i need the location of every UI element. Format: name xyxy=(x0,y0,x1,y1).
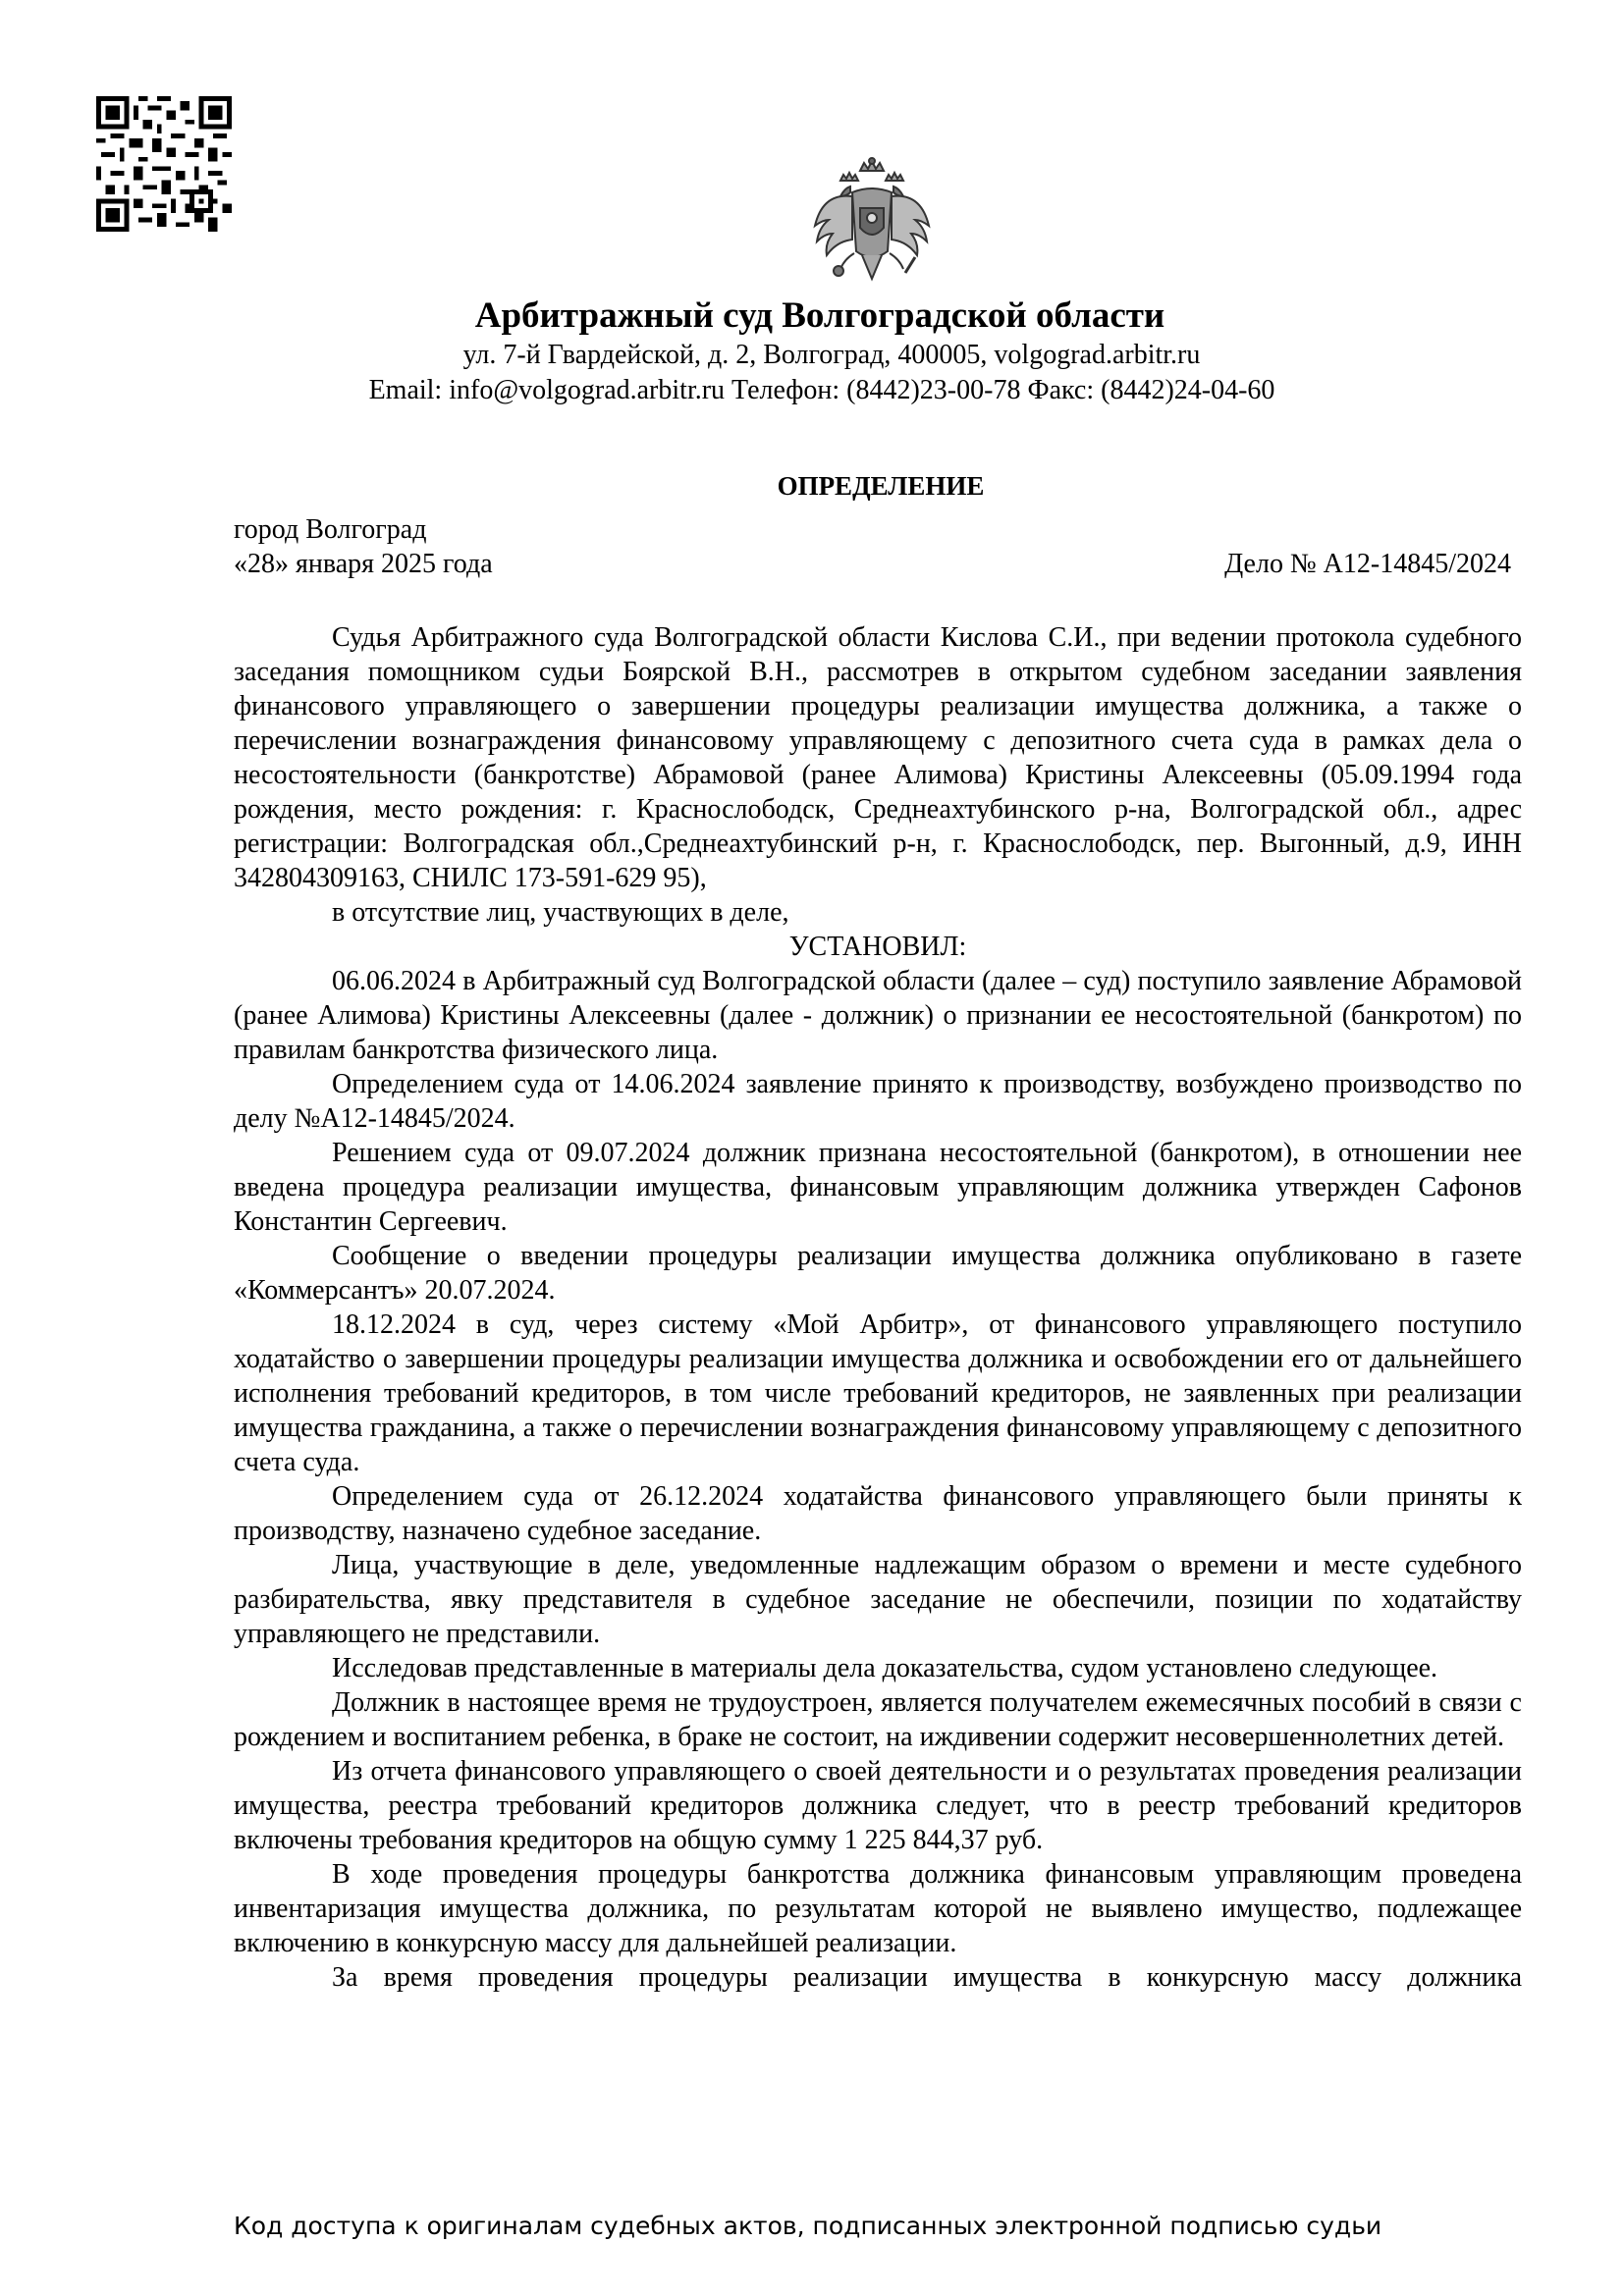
document-date: «28» января 2025 года xyxy=(234,549,493,579)
case-number: Дело № А12-14845/2024 xyxy=(1224,549,1511,579)
document-body xyxy=(234,620,1522,1995)
body-paragraph: Лица, участвующие в деле, уведомленные надлежащим образом о времени и месте судебного разбирательства, явку представителя в судебное заседание не обеспечили, позиции по ходатайству управляющего не представили. xyxy=(234,1550,1522,1649)
court-name: Арбитражный суд Волгоградской области xyxy=(474,295,1165,336)
body-paragraph: Определением суда от 26.12.2024 ходатайства финансового управляющего были приняты к производству, назначено судебное заседание. xyxy=(234,1481,1522,1546)
body-paragraph: Должник в настоящее время не трудоустроен, является получателем ежемесячных пособий в связи с рождением и воспитанием ребенка, в браке не состоит, на иждивении содержит несовершеннолетних детей. xyxy=(234,1687,1522,1752)
access-code-footer: Код доступа к оригиналам судебных актов, подписанных электронной подписью судьи xyxy=(234,2212,1382,2240)
body-paragraph: Из отчета финансового управляющего о своей деятельности и о результатах проведения реализации имущества, реестра требований кредиторов должника следует, что в реестр требований кредиторов включены требования кредиторов на общую сумму 1 225 844,37 руб. xyxy=(234,1756,1522,1855)
established-heading: УСТАНОВИЛ: xyxy=(788,932,967,962)
coat-of-arms-emblem xyxy=(811,157,933,291)
absence-paragraph: в отсутствие лиц, участвующих в деле, xyxy=(332,897,789,928)
document-title: ОПРЕДЕЛЕНИЕ xyxy=(777,471,985,501)
body-paragraph: Исследовав представленные в материалы дела доказательства, судом установлено следующее. xyxy=(332,1653,1438,1683)
body-paragraph: В ходе проведения процедуры банкротства должника финансовым управляющим проведена инвентаризация имущества должника, по результатам которой не выявлено имущество, подлежащее включению в конкурсную массу для дальнейшей реализации. xyxy=(234,1859,1522,1958)
body-paragraph: 06.06.2024 в Арбитражный суд Волгоградской области (далее – суд) поступило заявление Абрамовой (ранее Алимова) Кристины Алексеевны (далее - должник) о признании ее несостоятельной (банкротом) по правилам банкротства физического лица. xyxy=(234,966,1522,1065)
document-city: город Волгоград xyxy=(234,514,427,545)
body-paragraph: Определением суда от 14.06.2024 заявление принято к производству, возбуждено производство по делу №А12-14845/2024. xyxy=(234,1069,1522,1134)
intro-paragraph: Судья Арбитражного суда Волгоградской области Кислова С.И., при ведении протокола судебного заседания помощником судьи Боярской В.Н., рассмотрев в открытом судебном заседании заявления финансового управляющего о завершении процедуры реализации имущества должника, а также о перечислении вознаграждения финансовому управляющему с депозитного счета суда в рамках дела о несостоятельности (банкротстве) Абрамовой (ранее Алимова) Кристины Алексеевны (05.09.1994 года рождения, место рождения: г. Краснослободск, Среднеахтубинского р-на, Волгоградской обл., адрес регистрации: Волгоградская обл.,Среднеахтубинский р-н, г. Краснослободск, пер. Выгонный, д.9, ИНН 342804309163, СНИЛС 173-591-629 95), xyxy=(234,622,1522,893)
court-address: ул. 7-й Гвардейской, д. 2, Волгоград, 400005, volgograd.arbitr.ru xyxy=(462,340,1201,370)
body-paragraph: Решением суда от 09.07.2024 должник признана несостоятельной (банкротом), в отношении нее введена процедура реализации имущества, финансовым управляющим должника утвержден Сафонов Константин Сергеевич. xyxy=(234,1138,1522,1237)
body-paragraph: Сообщение о введении процедуры реализации имущества должника опубликовано в газете «Коммерсантъ» 20.07.2024. xyxy=(234,1241,1522,1306)
court-contacts: Email: info@volgograd.arbitr.ru Телефон: (8442)23-00-78 Факс: (8442)24-04-60 xyxy=(368,375,1275,405)
qr-code xyxy=(96,96,232,232)
body-paragraph: 18.12.2024 в суд, через систему «Мой Арбитр», от финансового управляющего поступило ходатайство о завершении процедуры реализации имущества должника и освобождении его от дальнейшего исполнения требований кредиторов, в том числе требований кредиторов, не заявленных при реализации имущества гражданина, а также о перечислении вознаграждения финансовому управляющему с депозитного счета суда. xyxy=(234,1309,1522,1477)
body-paragraph-continued: За время проведения процедуры реализации имущества в конкурсную массу должника xyxy=(332,1962,1522,1993)
